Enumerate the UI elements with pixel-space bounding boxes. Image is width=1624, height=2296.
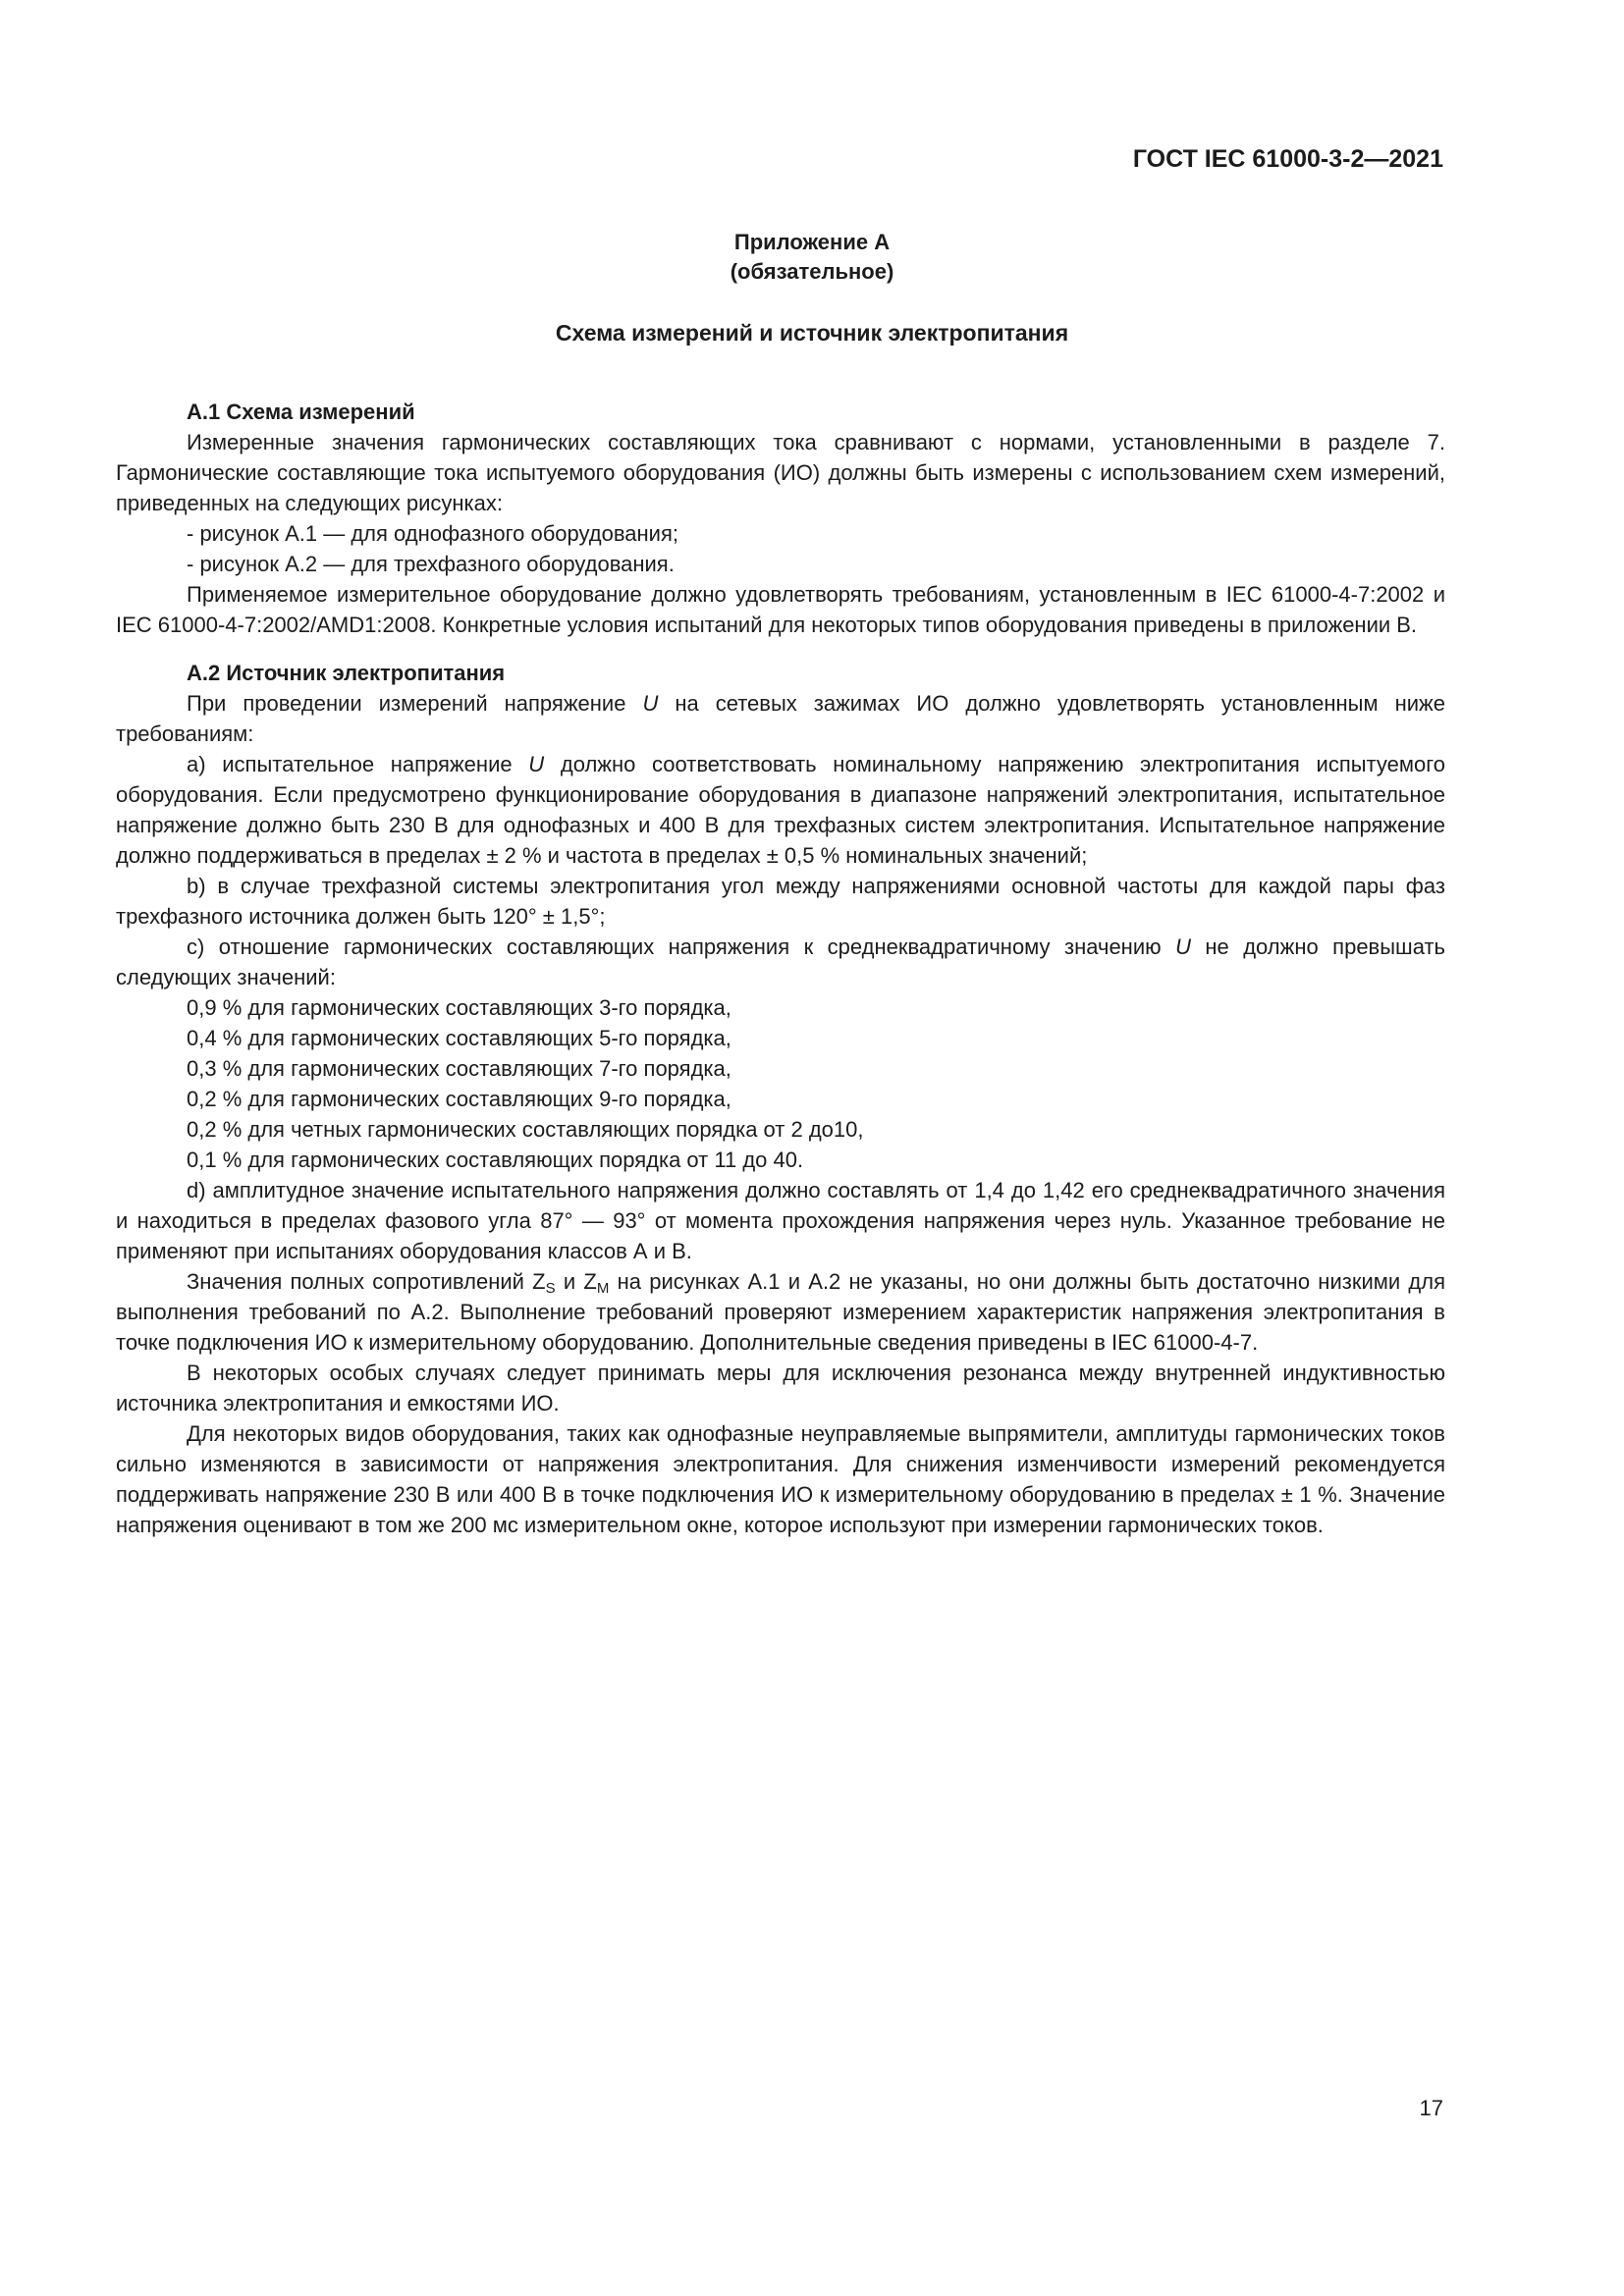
section-a1-paragraph-2: Применяемое измерительное оборудование должно удовлетворять требованиям, установленным в IEC 61000-4-7:2002 и IEC 61000-4-7:2002/AMD1:2008. Конкретные условия испытаний для некоторых типов оборудования приведены в приложении В. bbox=[116, 582, 1445, 637]
harmonic-limit-item: 0,2 % для четных гармонических составляющих порядка от 2 до10, bbox=[187, 1117, 864, 1142]
resonance-paragraph: В некоторых особых случаях следует принимать меры для исключения резонанса между внутренней индуктивностью источника электропитания и емкостями ИО. bbox=[116, 1361, 1445, 1415]
harmonic-limit-item: 0,9 % для гармонических составляющих 3-го порядка, bbox=[187, 995, 731, 1020]
annex-label: Приложение А bbox=[733, 230, 891, 254]
requirement-a: a) испытательное напряжение U должно соответствовать номинальному напряжению электропитания испытуемого оборудования. Если предусмотрено функционирование оборудования в диапазоне напряжений электропитания, испытательное напряжение должно быть 230 В для однофазных и 400 В для трехфазных систем электропитания. Испытательное напряжение должно поддерживаться в пределах ± 2 % и частота в пределах ± 0,5 % номинальных значений; bbox=[116, 752, 1445, 868]
document-header: ГОСТ IEC 61000-3-2—2021 bbox=[1132, 145, 1443, 173]
annex-title: Схема измерений и источник электропитания bbox=[555, 320, 1069, 346]
document-body bbox=[116, 397, 1445, 1540]
harmonic-limit-item: 0,3 % для гармонических составляющих 7-го порядка, bbox=[187, 1056, 731, 1081]
annex-status: (обязательное) bbox=[730, 259, 894, 284]
voltage-symbol: U bbox=[1175, 934, 1191, 959]
harmonic-limit-item: 0,4 % для гармонических составляющих 5-го порядка, bbox=[187, 1026, 731, 1050]
section-a1-paragraph-1: Измеренные значения гармонических составляющих тока сравнивают с нормами, установленными в разделе 7. Гармонические составляющие тока испытуемого оборудования (ИО) должны быть измерены с использованием схем измерений, приведенных на следующих рисунках: bbox=[116, 430, 1445, 515]
harmonic-limit-item: 0,2 % для гармонических составляющих 9-го порядка, bbox=[187, 1087, 731, 1111]
annex-heading bbox=[0, 228, 1624, 287]
requirement-b: b) в случае трехфазной системы электропитания угол между напряжениями основной частоты для каждой пары фаз трехфазного источника должен быть 120° ± 1,5°; bbox=[116, 874, 1445, 929]
list-item: - рисунок А.1 — для однофазного оборудования; bbox=[187, 521, 678, 546]
impedance-paragraph: Значения полных сопротивлений $Z_S$ и $Z_M$ на рисунках А.1 и А.2 не указаны, но они должны быть достаточно низкими для выполнения требований по А.2. Выполнение требований проверяют измерением характеристик напряжения электропитания в точке подключения ИО к измерительному оборудованию. Дополнительные сведения приведены в IEC 61000-4-7. bbox=[116, 1269, 1445, 1355]
section-a1-heading: А.1 Схема измерений bbox=[187, 400, 415, 424]
page-number: 17 bbox=[1419, 2096, 1443, 2120]
voltage-symbol: U bbox=[642, 691, 659, 716]
requirement-c: c) отношение гармонических составляющих напряжения к среднеквадратичному значению U не должно превышать следующих значений: bbox=[116, 934, 1445, 989]
harmonic-limit-item: 0,1 % для гармонических составляющих порядка от 11 до 40. bbox=[187, 1148, 804, 1172]
section-a2-intro: При проведении измерений напряжение U на сетевых зажимах ИО должно удовлетворять установленным ниже требованиям: bbox=[116, 691, 1445, 746]
list-item: - рисунок А.2 — для трехфазного оборудования. bbox=[187, 552, 675, 576]
rectifier-paragraph: Для некоторых видов оборудования, таких как однофазные неуправляемые выпрямители, амплитуды гармонических токов сильно изменяются в зависимости от напряжения электропитания. Для снижения изменчивости измерений рекомендуется поддерживать напряжение 230 В или 400 В в точке подключения ИО к измерительному оборудованию в пределах ± 1 %. Значение напряжения оценивают в том же 200 мс измерительном окне, которое используют при измерении гармонических токов. bbox=[116, 1421, 1445, 1537]
requirement-d: d) амплитудное значение испытательного напряжения должно составлять от 1,4 до 1,42 его среднеквадратичного значения и находиться в пределах фазового угла 87° — 93° от момента прохождения напряжения через нуль. Указанное требование не применяют при испытаниях оборудования классов А и В. bbox=[116, 1178, 1445, 1263]
section-a2-heading: А.2 Источник электропитания bbox=[187, 661, 506, 685]
voltage-symbol: U bbox=[528, 752, 545, 776]
